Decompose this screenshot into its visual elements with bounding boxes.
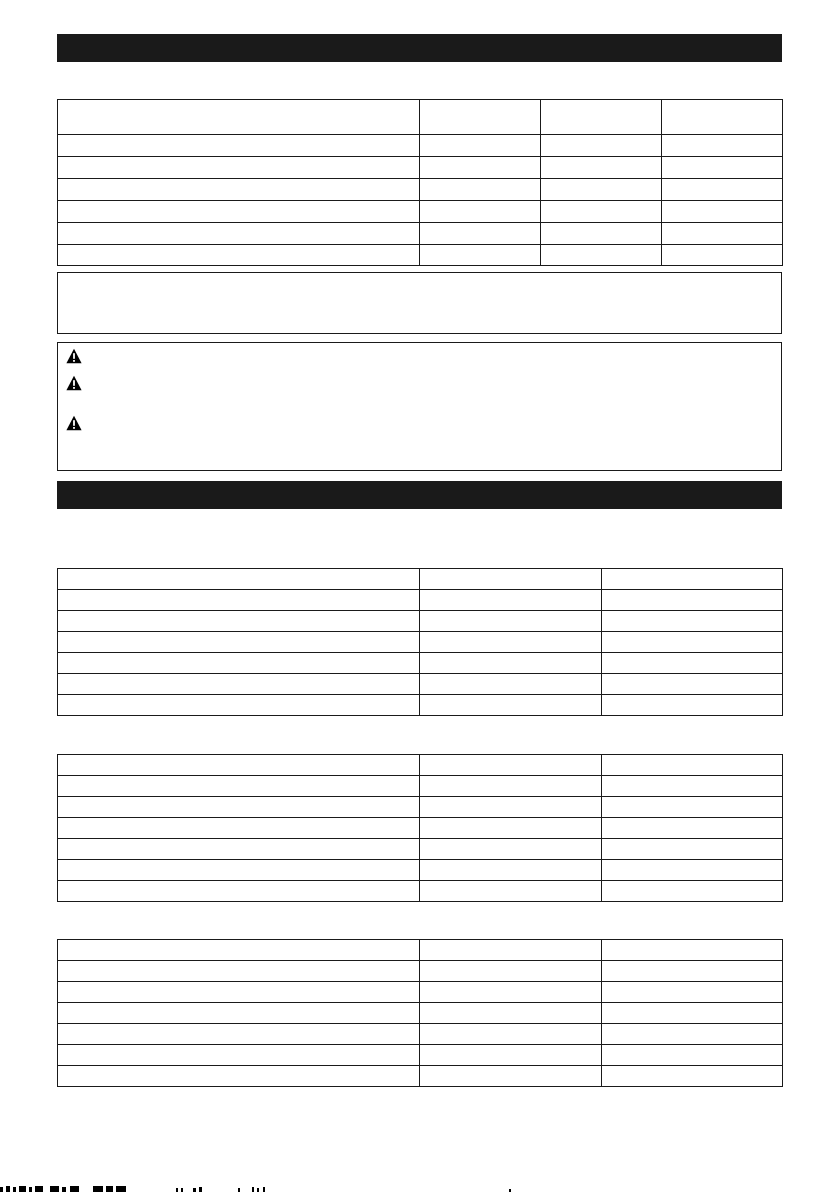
table-cell [420,632,602,653]
table-header-cell [420,100,541,135]
footer-text-fragment [0,1185,840,1192]
table-cell [602,695,783,716]
table-cell [420,135,541,157]
table-cell [602,776,783,797]
warning-triangle-icon [66,375,82,391]
table-cell [58,982,420,1003]
table-cell [420,223,541,245]
table-cell [602,590,783,611]
table-cell [602,569,783,590]
table-cell [420,755,602,776]
table-cell [58,860,420,881]
table-cell [662,245,783,266]
table-cell [420,611,602,632]
table-row [58,245,783,266]
table-cell [58,797,420,818]
table-cell [420,982,602,1003]
table-cell [602,674,783,695]
table-cell [420,201,541,223]
table-cell [602,818,783,839]
warning-line [66,375,88,391]
note-box [57,272,782,334]
table-cell [58,590,420,611]
table-cell [420,881,602,902]
warning-line [66,415,88,431]
table-cell [420,569,602,590]
table-cell [420,961,602,982]
section-header-bar-2 [57,481,782,509]
specification-table-4 [57,939,783,1087]
note-text [58,273,781,289]
table-header-cell [662,100,783,135]
table-cell [662,157,783,179]
table-row [58,797,783,818]
table-cell [602,632,783,653]
table-cell [420,590,602,611]
table-row [58,1003,783,1024]
table-cell [58,674,420,695]
table-cell [602,1024,783,1045]
table-cell [58,1003,420,1024]
table-row [58,135,783,157]
table-row [58,1045,783,1066]
table-cell [662,135,783,157]
table-cell [420,157,541,179]
table-cell [420,1066,602,1087]
table-cell [662,179,783,201]
table-row [58,860,783,881]
table-row [58,961,783,982]
section-header-bar-1 [57,34,782,62]
table-cell [420,695,602,716]
warning-triangle-icon [66,415,82,431]
table-row [58,179,783,201]
table-row [58,940,783,961]
specification-table-1 [57,99,783,266]
table-cell [420,653,602,674]
table-row [58,223,783,245]
table-cell [420,1045,602,1066]
table-cell [602,797,783,818]
table-cell [58,818,420,839]
table-row [58,818,783,839]
table-cell [541,179,662,201]
table-cell [420,818,602,839]
table-header-cell [541,100,662,135]
table-cell [602,982,783,1003]
table-cell [662,223,783,245]
table-row [58,1066,783,1087]
table-cell [541,201,662,223]
table-row [58,569,783,590]
table-cell [602,961,783,982]
table-row [58,982,783,1003]
warning-box [57,342,782,471]
table-row [58,755,783,776]
table-cell [420,839,602,860]
table-cell [58,135,420,157]
table-cell [58,223,420,245]
table-cell [541,135,662,157]
table-cell [58,569,420,590]
table-cell [420,1024,602,1045]
warning-line [66,348,88,364]
table-cell [58,695,420,716]
table-cell [58,179,420,201]
table-cell [58,1066,420,1087]
table-cell [420,1003,602,1024]
table-cell [58,201,420,223]
table-cell [602,1045,783,1066]
table-row [58,590,783,611]
table-row [58,1024,783,1045]
table-row [58,776,783,797]
table-cell [58,157,420,179]
table-cell [541,223,662,245]
table-cell [602,653,783,674]
table-cell [541,245,662,266]
table-cell [662,201,783,223]
table-cell [602,881,783,902]
table-cell [58,755,420,776]
table-cell [602,755,783,776]
table-cell [420,674,602,695]
table-cell [602,940,783,961]
table-cell [58,881,420,902]
table-cell [420,245,541,266]
table-cell [58,839,420,860]
table-cell [602,611,783,632]
warning-triangle-icon [66,348,82,364]
table-cell [58,1024,420,1045]
table-header-cell [58,100,420,135]
table-row [58,201,783,223]
table-row [58,674,783,695]
table-cell [58,1045,420,1066]
specification-table-2 [57,568,783,716]
table-cell [420,860,602,881]
table-cell [58,776,420,797]
table-cell [58,632,420,653]
specification-table-3 [57,754,783,902]
table-cell [420,776,602,797]
table-cell [420,797,602,818]
table-row [58,632,783,653]
table-cell [58,245,420,266]
table-cell [541,157,662,179]
table-cell [420,179,541,201]
table-row [58,839,783,860]
table-cell [58,940,420,961]
table-row [58,695,783,716]
table-cell [420,940,602,961]
table-cell [58,961,420,982]
table-cell [602,860,783,881]
table-row [58,653,783,674]
table-cell [602,1066,783,1087]
table-cell [58,653,420,674]
table-header-row [58,100,783,135]
table-cell [58,611,420,632]
table-row [58,157,783,179]
table-cell [602,839,783,860]
table-cell [602,1003,783,1024]
table-row [58,611,783,632]
table-row [58,881,783,902]
